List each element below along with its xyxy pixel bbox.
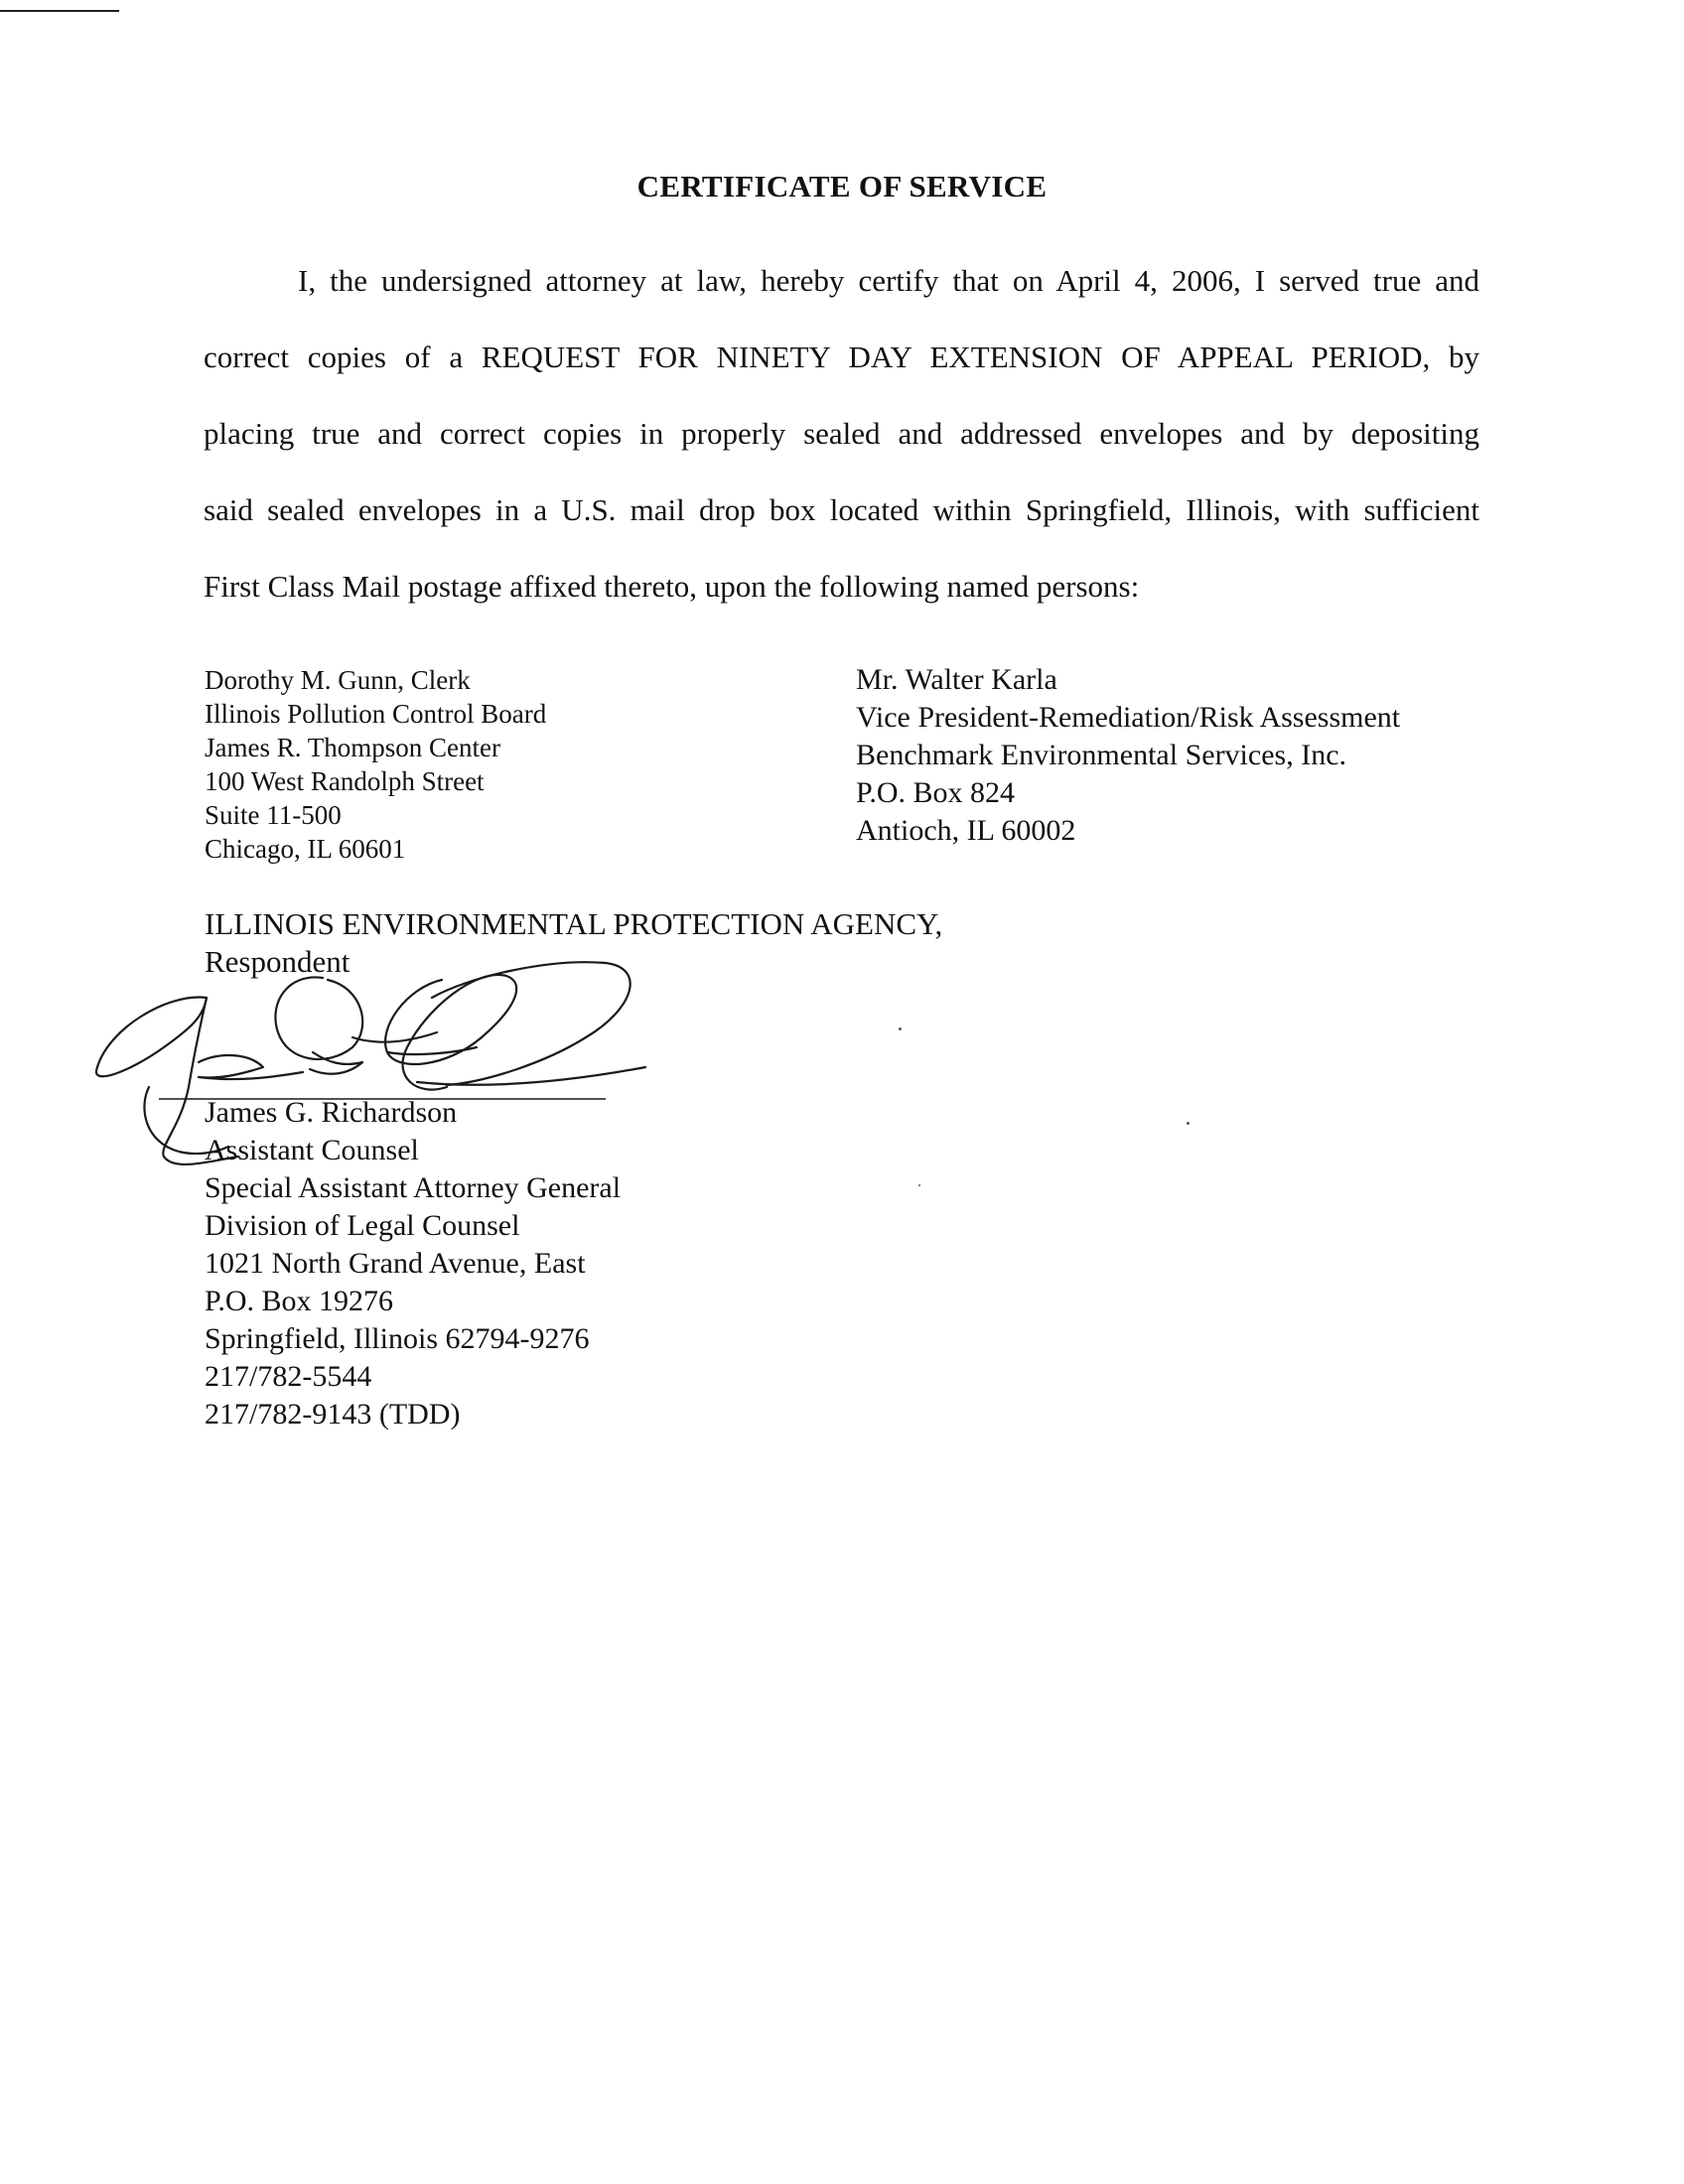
signer-division: Division of Legal Counsel — [205, 1209, 520, 1242]
address-line: Dorothy M. Gunn, Clerk — [205, 665, 471, 695]
recipient-karla-address — [856, 661, 1400, 850]
address-line: Antioch, IL 60002 — [856, 814, 1076, 847]
address-line: Mr. Walter Karla — [856, 663, 1057, 696]
signer-phone: 217/782-5544 — [205, 1360, 372, 1393]
scan-speck — [1187, 1122, 1190, 1125]
signature-stroke — [417, 1067, 645, 1085]
address-line: 100 West Randolph Street — [205, 766, 485, 796]
signature-stroke — [352, 1032, 437, 1042]
signer-block — [205, 1094, 621, 1433]
paragraph-line: First Class Mail postage affixed thereto, upon the following named persons: — [204, 569, 1140, 604]
paragraph-line: placing true and correct copies in properly sealed and addressed envelopes and by depositing — [204, 416, 1479, 451]
agency-name: ILLINOIS ENVIRONMENTAL PROTECTION AGENCY, — [205, 906, 943, 941]
scan-speck — [899, 1027, 902, 1030]
signature-stroke — [96, 998, 207, 1077]
signer-title: Special Assistant Attorney General — [205, 1171, 622, 1204]
paragraph-line: I, the undersigned attorney at law, hereby certify that on April 4, 2006, I served true and — [298, 263, 1479, 298]
signature-stroke — [199, 1055, 303, 1079]
address-line: Illinois Pollution Control Board — [205, 699, 547, 729]
signer-address-line: P.O. Box 19276 — [205, 1285, 394, 1317]
signer-title: Assistant Counsel — [205, 1134, 419, 1166]
address-line: James R. Thompson Center — [205, 733, 500, 762]
signer-name: James G. Richardson — [205, 1096, 458, 1129]
signer-address-line: 1021 North Grand Avenue, East — [205, 1247, 586, 1280]
signature-stroke — [275, 977, 362, 1059]
agency-role: Respondent — [205, 944, 351, 979]
signer-address-line: Springfield, Illinois 62794-9276 — [205, 1322, 590, 1355]
address-line: Benchmark Environmental Services, Inc. — [856, 739, 1347, 771]
address-line: P.O. Box 824 — [856, 776, 1016, 809]
signer-tdd-phone: 217/782-9143 (TDD) — [205, 1398, 461, 1431]
address-line: Suite 11-500 — [205, 800, 342, 830]
paragraph-line: correct copies of a REQUEST FOR NINETY DAY EXTENSION OF APPEAL PERIOD, by — [204, 340, 1479, 374]
recipient-clerk-address — [205, 663, 546, 866]
address-line: Chicago, IL 60601 — [205, 834, 406, 864]
signature-stroke — [385, 975, 516, 1090]
document-title: CERTIFICATE OF SERVICE — [636, 169, 1048, 204]
top-rule — [0, 10, 119, 12]
scan-speck — [918, 1184, 920, 1186]
address-line: Vice President-Remediation/Risk Assessment — [856, 701, 1401, 734]
signature-stroke — [432, 962, 631, 1085]
certification-paragraph — [204, 242, 1479, 624]
signature-stroke — [387, 1047, 477, 1054]
paragraph-line: said sealed envelopes in a U.S. mail drop box located within Springfield, Illinois, with sufficient — [204, 492, 1479, 527]
